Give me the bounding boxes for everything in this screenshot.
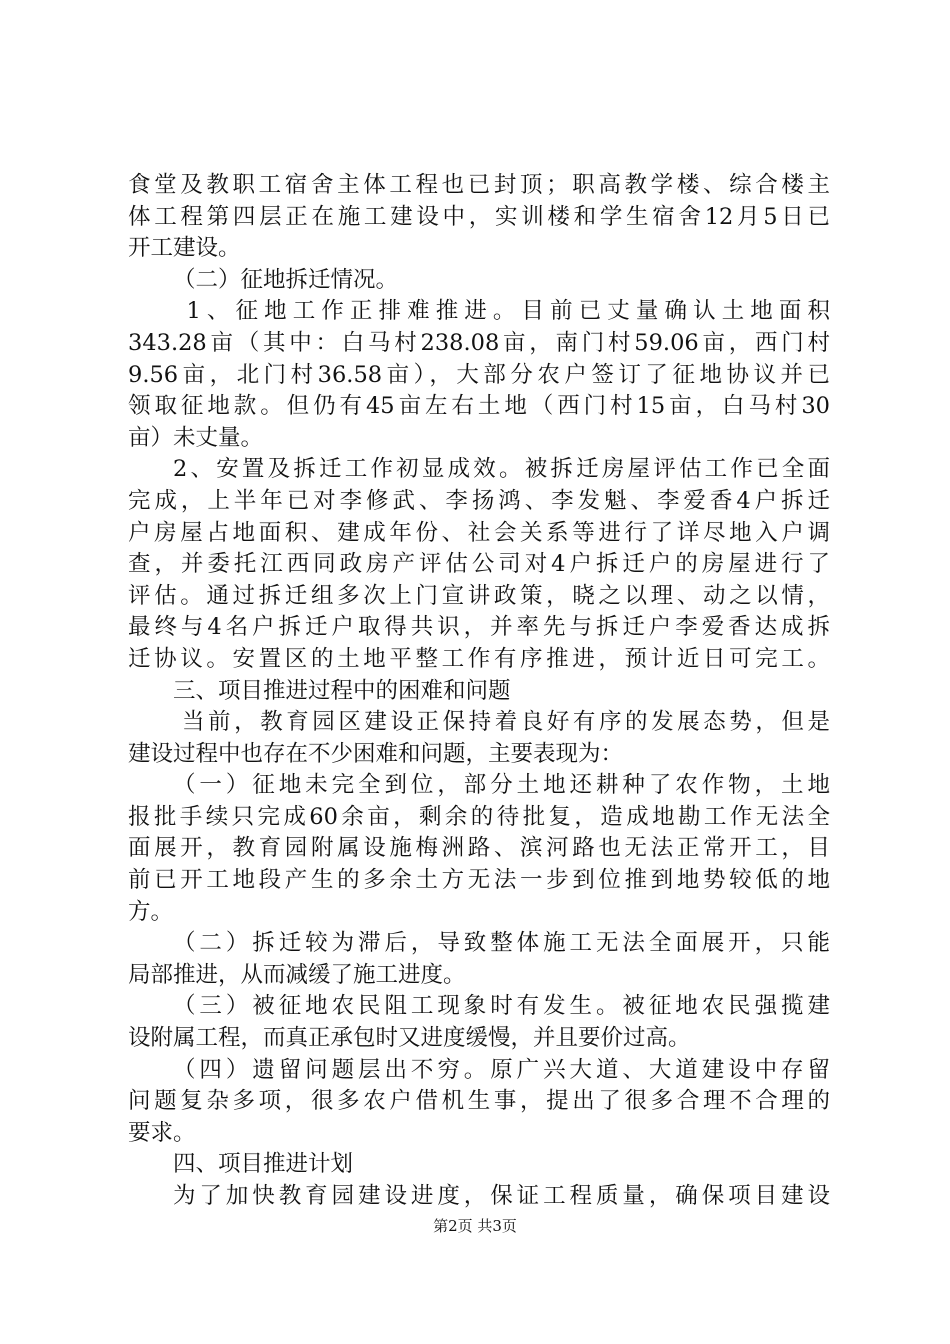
text-line: 查，并委托江西同政房产评估公司对4户拆迁户的房屋进行了 <box>128 551 830 578</box>
text-line: 四、项目推进计划 <box>173 1151 354 1178</box>
text-line: 当前，教育园区建设正保持着良好有序的发展态势，但是 <box>182 709 830 736</box>
text-line: 食堂及教职工宿舍主体工程也已封顶；职高教学楼、综合楼主 <box>128 172 830 198</box>
text-line: （三）被征地农民阻工现象时有发生。被征地农民强揽建 <box>173 993 830 1020</box>
text-line: 问题复杂多项，很多农户借机生事，提出了很多合理不合理的 <box>128 1088 830 1115</box>
text-line: 亩）未丈量。 <box>128 424 264 451</box>
text-line: 迁协议。安置区的土地平整工作有序推进，预计近日可完工。 <box>128 645 830 672</box>
text-line: 开工建设。 <box>128 235 241 262</box>
text-line: 343.28亩（其中：白马村238.08亩，南门村59.06亩，西门村 <box>128 329 830 356</box>
text-line: 面展开，教育园附属设施梅洲路、滨河路也无法正常开工，目 <box>128 835 830 862</box>
text-line: （一）征地未完全到位，部分土地还耕种了农作物，土地 <box>173 772 830 799</box>
text-line: 要求。 <box>128 1119 196 1146</box>
page-footer: 第2页 共3页 <box>433 1217 517 1235</box>
text-line: （二）拆迁较为滞后，导致整体施工无法全面展开，只能 <box>173 930 830 957</box>
text-line: 完成，上半年已对李修武、李扬鸿、李发魁、李爱香4户拆迁 <box>128 487 830 514</box>
text-line: 为了加快教育园建设进度，保证工程质量，确保项目建设 <box>173 1183 830 1209</box>
text-line: 设附属工程，而真正承包时又进度缓慢，并且要价过高。 <box>128 1025 691 1052</box>
text-line: 建设过程中也存在不少困难和问题，主要表现为： <box>128 740 624 767</box>
text-line: 评估。通过拆迁组多次上门宣讲政策，晓之以理、动之以情， <box>128 582 830 609</box>
text-line: 报批手续只完成60余亩，剩余的待批复，造成地勘工作无法全 <box>128 803 830 830</box>
text-line: 最终与4名户拆迁户取得共识，并率先与拆迁户李爱香达成拆 <box>128 614 830 641</box>
text-line: （四）遗留问题层出不穷。原广兴大道、大道建设中存留 <box>173 1056 830 1083</box>
text-line: 体工程第四层正在施工建设中，实训楼和学生宿舍12月5日已 <box>128 203 830 230</box>
text-line: 9.56亩，北门村36.58亩），大部分农户签订了征地协议并已 <box>128 361 830 388</box>
text-line: 局部推进，从而减缓了施工进度。 <box>128 961 466 988</box>
text-line: 户房屋占地面积、建成年份、社会关系等进行了详尽地入户调 <box>128 519 830 546</box>
text-line: 2、安置及拆迁工作初显成效。被拆迁房屋评估工作已全面 <box>173 456 830 483</box>
text-line: 前已开工地段产生的多余土方无法一步到位推到地势较低的地 <box>128 867 830 894</box>
text-line: 三、项目推进过程中的困难和问题 <box>173 677 511 704</box>
document-body <box>128 170 830 1213</box>
text-line: 领取征地款。但仍有45亩左右土地（西门村15亩，白马村30 <box>128 393 830 420</box>
text-line: （二）征地拆迁情况。 <box>173 266 399 293</box>
text-line: 方。 <box>128 898 174 925</box>
text-line: 1、征地工作正排难推进。目前已丈量确认土地面积 <box>186 298 830 325</box>
